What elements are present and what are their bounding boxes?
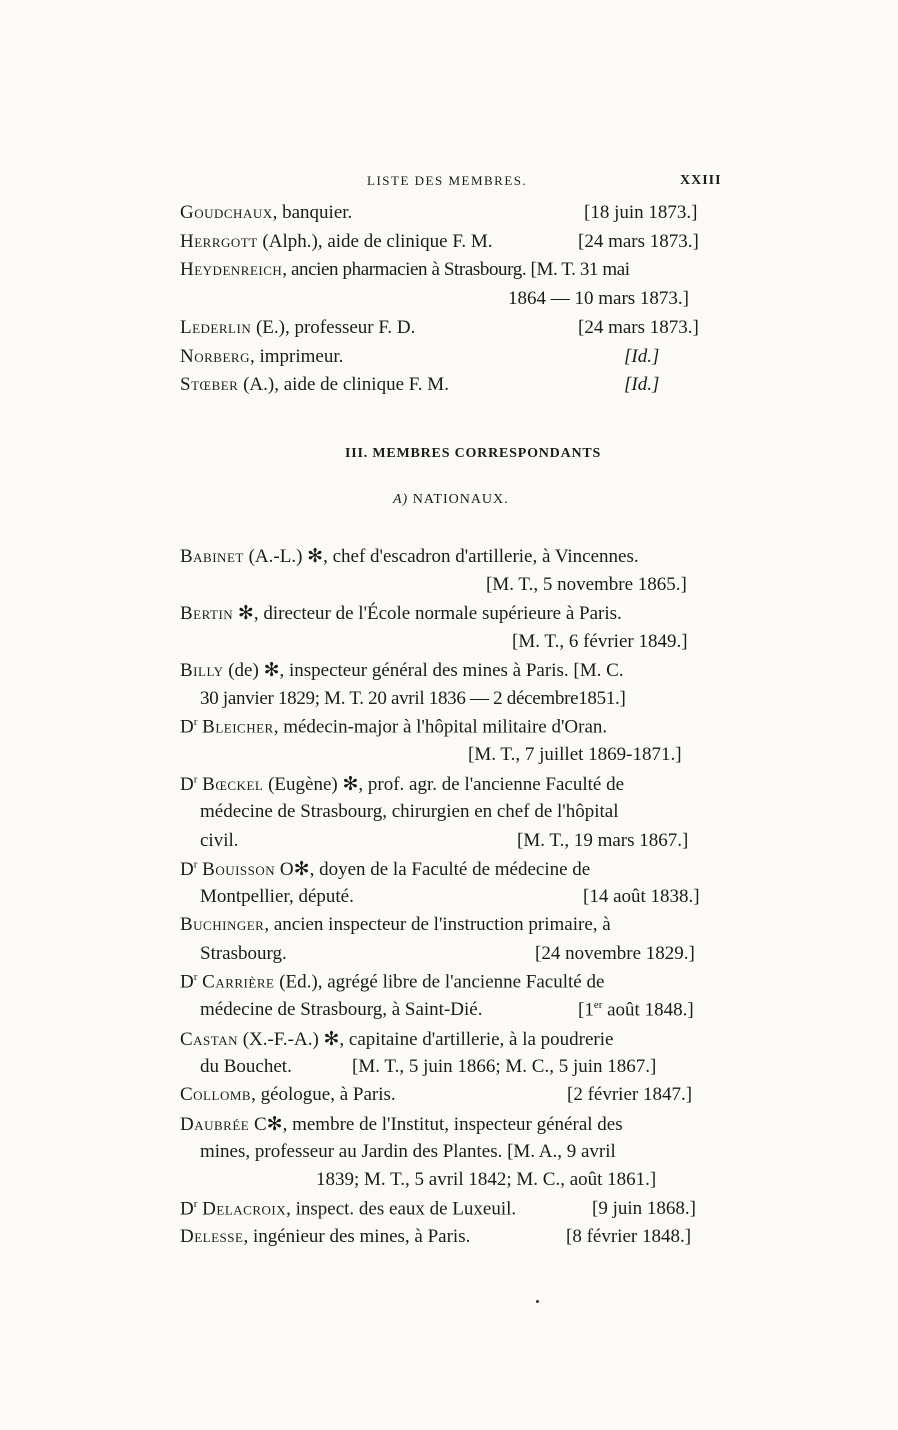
member-desc: (Alph.), aide de clinique F. M.: [257, 231, 493, 252]
member-desc: , ancien inspecteur de l'instruction primaire, à: [264, 914, 611, 935]
ink-speck: [536, 1300, 539, 1303]
member-desc-cont: médecine de Strasbourg, chirurgien en chef de l'hôpital: [200, 801, 619, 822]
member-name: Bœckel: [202, 774, 264, 795]
doctor-sup: r: [193, 773, 198, 786]
member-date: [M. T., 5 juin 1866; M. C., 5 juin 1867.]: [352, 1056, 657, 1077]
doctor-prefix: D: [180, 774, 194, 795]
member-date: [Id.]: [624, 374, 660, 395]
member-desc-cont: Montpellier, député.: [200, 886, 354, 907]
member-name: Daubrée: [180, 1114, 250, 1135]
member-date: [24 novembre 1829.]: [535, 943, 695, 964]
page-number: XXIII: [680, 173, 722, 188]
member-date: 1839; M. T., 5 avril 1842; M. C., août 1861.]: [316, 1169, 657, 1190]
doctor-prefix: D: [180, 971, 194, 993]
member-date: 30 janvier 1829; M. T. 20 avril 1836 — 2 décembre1851.]: [200, 688, 626, 709]
member-date: [18 juin 1873.]: [584, 202, 698, 223]
member-desc: , géologue, à Paris.: [251, 1084, 396, 1105]
member-name: Babinet: [180, 546, 244, 567]
member-date: [24 mars 1873.]: [578, 231, 699, 252]
member-desc: , inspect. des eaux de Luxeuil.: [286, 1198, 517, 1220]
member-name: Delesse: [180, 1226, 244, 1247]
member-desc-cont: Strasbourg.: [200, 943, 287, 964]
member-desc-cont: médecine de Strasbourg, à Saint-Dié.: [200, 999, 483, 1020]
member-date: [1er août 1848.]: [578, 999, 694, 1021]
member-name: Buchinger: [180, 914, 265, 935]
doctor-sup: r: [193, 716, 198, 728]
member-name: Lederlin: [180, 317, 252, 338]
member-name: Bertin: [180, 603, 234, 624]
member-date: [2 février 1847.]: [567, 1084, 693, 1105]
member-date: [Id.]: [624, 346, 660, 367]
doctor-prefix: D: [180, 1198, 194, 1220]
member-name: Heydenreich: [180, 259, 283, 280]
member-name: Stœber: [180, 374, 239, 395]
member-desc: (A.-L.) ✻, chef d'escadron d'artillerie, à Vincennes.: [243, 546, 639, 567]
member-desc-cont: du Bouchet.: [200, 1056, 292, 1077]
member-desc: (E.), professeur F. D.: [251, 317, 416, 338]
doctor-sup: r: [193, 1198, 198, 1210]
doctor-sup: r: [193, 971, 198, 983]
doctor-prefix: D: [180, 859, 194, 880]
member-desc: , ancien pharmacien à Strasbourg. [M. T. 31 mai: [282, 259, 630, 280]
doctor-sup: r: [193, 858, 198, 871]
member-desc: (Ed.), agrégé libre de l'ancienne Faculté de: [274, 971, 605, 993]
member-desc: O✻, doyen de la Faculté de médecine de: [275, 859, 591, 880]
member-date: [M. T., 7 juillet 1869-1871.]: [468, 744, 682, 765]
member-name: Bouisson: [202, 859, 276, 880]
member-name: Herrgott: [180, 231, 258, 252]
doctor-prefix: D: [180, 716, 194, 738]
member-date: [M. T., 5 novembre 1865.]: [486, 574, 687, 595]
member-desc-cont: mines, professeur au Jardin des Plantes. [M. A., 9 avril: [200, 1141, 616, 1162]
member-date: [M. T., 6 février 1849.]: [512, 631, 688, 652]
member-desc: (X.-F.-A.) ✻, capitaine d'artillerie, à la poudrerie: [237, 1029, 614, 1050]
member-name: Billy: [180, 660, 224, 681]
member-name: Carrière: [202, 971, 275, 993]
member-desc-cont: civil.: [200, 830, 239, 851]
header-title: LISTE DES MEMBRES.: [367, 173, 528, 188]
member-desc: , ingénieur des mines, à Paris.: [243, 1226, 471, 1247]
member-desc: C✻, membre de l'Institut, inspecteur général des: [249, 1114, 623, 1135]
member-name: Castan: [180, 1029, 238, 1050]
member-desc: ✻, directeur de l'École normale supérieure à Paris.: [233, 603, 622, 624]
member-date: 1864 — 10 mars 1873.]: [508, 288, 690, 309]
member-date: [M. T., 19 mars 1867.]: [517, 830, 689, 851]
subsection-title: [393, 492, 509, 508]
member-name: Goudchaux: [180, 202, 273, 223]
member-name: Bleicher: [202, 716, 274, 738]
subsection-label: NATIONAUX.: [412, 492, 509, 507]
member-desc: , médecin-major à l'hôpital militaire d'Oran.: [273, 716, 608, 738]
member-date: [24 mars 1873.]: [578, 317, 699, 338]
member-name: Norberg: [180, 346, 250, 367]
section-title: III. MEMBRES CORRESPONDANTS: [345, 446, 602, 461]
member-date: [9 juin 1868.]: [592, 1198, 696, 1219]
member-desc: (de) ✻, inspecteur général des mines à Paris. [M. C.: [223, 660, 624, 681]
member-name: Delacroix: [202, 1198, 287, 1220]
subsection-letter: A): [393, 492, 409, 507]
member-desc: , imprimeur.: [249, 346, 344, 367]
member-desc: (Eugène) ✻, prof. agr. de l'ancienne Faculté de: [263, 774, 625, 795]
member-name: Collomb: [180, 1084, 252, 1105]
member-desc: (A.), aide de clinique F. M.: [238, 374, 449, 395]
member-desc: , banquier.: [272, 202, 353, 223]
member-date: [8 février 1848.]: [566, 1226, 692, 1247]
member-date: [14 août 1838.]: [583, 886, 700, 907]
